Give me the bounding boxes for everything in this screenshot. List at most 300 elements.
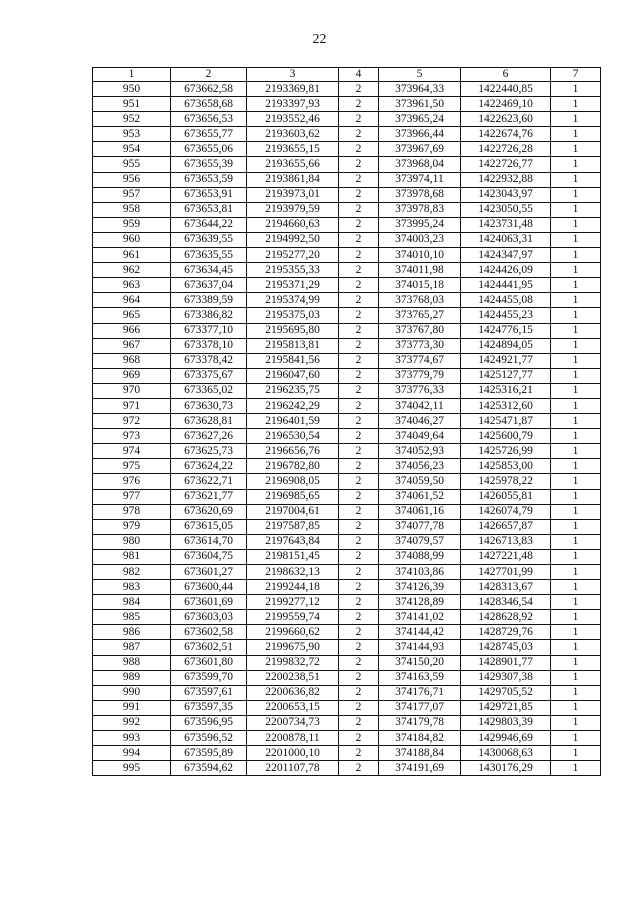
table-cell: 2199660,62 — [247, 625, 339, 640]
table-cell: 990 — [93, 685, 171, 700]
column-header: 5 — [379, 68, 461, 82]
table-cell: 374144,93 — [379, 640, 461, 655]
table-cell: 1425312,60 — [461, 398, 551, 413]
table-cell: 373995,24 — [379, 217, 461, 232]
table-body — [93, 82, 601, 776]
table-cell: 1 — [551, 97, 601, 112]
table-cell: 2201107,78 — [247, 761, 339, 776]
table-cell: 673601,27 — [171, 565, 247, 580]
table-cell: 971 — [93, 398, 171, 413]
table-cell: 2195371,29 — [247, 278, 339, 293]
table-cell: 673635,55 — [171, 248, 247, 263]
table-cell: 374144,42 — [379, 625, 461, 640]
table-cell: 1 — [551, 248, 601, 263]
table-row — [93, 414, 601, 429]
table-cell: 2196235,75 — [247, 383, 339, 398]
table-row — [93, 489, 601, 504]
table-cell: 2199277,12 — [247, 595, 339, 610]
table-cell: 673600,44 — [171, 580, 247, 595]
table-cell: 973 — [93, 429, 171, 444]
table-cell: 1429721,85 — [461, 700, 551, 715]
table-cell: 2196530,54 — [247, 429, 339, 444]
table-cell: 373967,69 — [379, 142, 461, 157]
table-cell: 2199559,74 — [247, 610, 339, 625]
table-cell: 673628,81 — [171, 414, 247, 429]
table-cell: 1 — [551, 293, 601, 308]
table-cell: 964 — [93, 293, 171, 308]
table-cell: 2193861,84 — [247, 172, 339, 187]
table-cell: 965 — [93, 308, 171, 323]
table-cell: 673378,10 — [171, 338, 247, 353]
table-cell: 1424776,15 — [461, 323, 551, 338]
table-cell: 1 — [551, 565, 601, 580]
table-cell: 1422469,10 — [461, 97, 551, 112]
table-cell: 2196782,80 — [247, 459, 339, 474]
table-cell: 2200653,15 — [247, 700, 339, 715]
table-cell: 1 — [551, 142, 601, 157]
table-row — [93, 595, 601, 610]
table-cell: 2 — [339, 459, 379, 474]
table-cell: 2 — [339, 489, 379, 504]
table-cell: 673377,10 — [171, 323, 247, 338]
table-cell: 374103,86 — [379, 565, 461, 580]
table-cell: 1 — [551, 595, 601, 610]
table-cell: 2 — [339, 142, 379, 157]
table-cell: 1425127,77 — [461, 368, 551, 383]
table-cell: 984 — [93, 595, 171, 610]
table-cell: 954 — [93, 142, 171, 157]
table-cell: 2 — [339, 157, 379, 172]
table-cell: 1 — [551, 398, 601, 413]
table-cell: 673597,35 — [171, 700, 247, 715]
table-row — [93, 293, 601, 308]
table-cell: 1424426,09 — [461, 263, 551, 278]
table-row — [93, 731, 601, 746]
table-cell: 1 — [551, 353, 601, 368]
table-row — [93, 534, 601, 549]
table-cell: 1424347,97 — [461, 248, 551, 263]
table-cell: 981 — [93, 549, 171, 564]
table-cell: 374184,82 — [379, 731, 461, 746]
table-cell: 2 — [339, 82, 379, 97]
table-cell: 673604,75 — [171, 549, 247, 564]
table-cell: 1430176,29 — [461, 761, 551, 776]
table-cell: 374052,93 — [379, 444, 461, 459]
table-cell: 2 — [339, 217, 379, 232]
table-cell: 953 — [93, 127, 171, 142]
table-row — [93, 761, 601, 776]
table-cell: 994 — [93, 746, 171, 761]
table-cell: 2 — [339, 202, 379, 217]
table-cell: 673653,91 — [171, 187, 247, 202]
table-cell: 988 — [93, 655, 171, 670]
table-cell: 1 — [551, 338, 601, 353]
table-cell: 966 — [93, 323, 171, 338]
table-row — [93, 142, 601, 157]
table-cell: 2 — [339, 232, 379, 247]
table-row — [93, 112, 601, 127]
table-row — [93, 474, 601, 489]
table-cell: 2 — [339, 715, 379, 730]
table-cell: 1 — [551, 731, 601, 746]
table-cell: 1424455,23 — [461, 308, 551, 323]
table-row — [93, 444, 601, 459]
table-row — [93, 338, 601, 353]
table-cell: 1425978,22 — [461, 474, 551, 489]
table-cell: 2193603,62 — [247, 127, 339, 142]
table-cell: 374049,64 — [379, 429, 461, 444]
table-cell: 986 — [93, 625, 171, 640]
table-row — [93, 459, 601, 474]
table-cell: 2200734,73 — [247, 715, 339, 730]
table-cell: 2 — [339, 383, 379, 398]
table-cell: 2196242,29 — [247, 398, 339, 413]
table-cell: 1 — [551, 580, 601, 595]
table-cell: 1422623,60 — [461, 112, 551, 127]
table-cell: 2195355,33 — [247, 263, 339, 278]
table-row — [93, 263, 601, 278]
table-row — [93, 519, 601, 534]
table-cell: 2193655,15 — [247, 142, 339, 157]
table-cell: 673389,59 — [171, 293, 247, 308]
table-cell: 673627,26 — [171, 429, 247, 444]
table-cell: 1 — [551, 640, 601, 655]
table-cell: 983 — [93, 580, 171, 595]
table-cell: 2 — [339, 640, 379, 655]
table-cell: 1 — [551, 323, 601, 338]
table-row — [93, 82, 601, 97]
table-cell: 373773,30 — [379, 338, 461, 353]
table-row — [93, 278, 601, 293]
table-cell: 956 — [93, 172, 171, 187]
table-cell: 1 — [551, 217, 601, 232]
table-cell: 1 — [551, 685, 601, 700]
table-cell: 1423043,97 — [461, 187, 551, 202]
table-cell: 1 — [551, 746, 601, 761]
table-cell: 2 — [339, 549, 379, 564]
table-cell: 985 — [93, 610, 171, 625]
table-cell: 1 — [551, 263, 601, 278]
table-cell: 2196656,76 — [247, 444, 339, 459]
table-cell: 1 — [551, 308, 601, 323]
table-cell: 2195695,80 — [247, 323, 339, 338]
table-cell: 673601,80 — [171, 655, 247, 670]
table-cell: 374176,71 — [379, 685, 461, 700]
column-header: 2 — [171, 68, 247, 82]
table-cell: 2 — [339, 172, 379, 187]
table-cell: 979 — [93, 519, 171, 534]
table-cell: 963 — [93, 278, 171, 293]
table-cell: 1 — [551, 519, 601, 534]
table-cell: 673594,62 — [171, 761, 247, 776]
table-cell: 1430068,63 — [461, 746, 551, 761]
table-row — [93, 429, 601, 444]
table-row — [93, 504, 601, 519]
table-cell: 1 — [551, 172, 601, 187]
table-cell: 373965,24 — [379, 112, 461, 127]
table-cell: 976 — [93, 474, 171, 489]
table-cell: 673599,70 — [171, 670, 247, 685]
table-row — [93, 640, 601, 655]
table-cell: 2 — [339, 685, 379, 700]
table-cell: 1 — [551, 610, 601, 625]
table-cell: 673655,06 — [171, 142, 247, 157]
table-cell: 980 — [93, 534, 171, 549]
table-cell: 1425471,87 — [461, 414, 551, 429]
table-row — [93, 549, 601, 564]
table-cell: 1426657,87 — [461, 519, 551, 534]
column-header: 1 — [93, 68, 171, 82]
table-cell: 374011,98 — [379, 263, 461, 278]
table-cell: 373776,33 — [379, 383, 461, 398]
table-cell: 1 — [551, 127, 601, 142]
table-cell: 673375,67 — [171, 368, 247, 383]
table-row — [93, 398, 601, 413]
table-cell: 2195813,81 — [247, 338, 339, 353]
table-cell: 2195277,20 — [247, 248, 339, 263]
table-cell: 2 — [339, 338, 379, 353]
table-cell: 1424894,05 — [461, 338, 551, 353]
table-cell: 2201000,10 — [247, 746, 339, 761]
table-cell: 374010,10 — [379, 248, 461, 263]
table-cell: 960 — [93, 232, 171, 247]
table-cell: 2 — [339, 655, 379, 670]
table-cell: 1428729,76 — [461, 625, 551, 640]
table-cell: 2 — [339, 248, 379, 263]
table-cell: 1 — [551, 444, 601, 459]
table-cell: 1 — [551, 534, 601, 549]
table-row — [93, 157, 601, 172]
table-cell: 1 — [551, 278, 601, 293]
table-cell: 673601,69 — [171, 595, 247, 610]
table-cell: 373974,11 — [379, 172, 461, 187]
table-cell: 977 — [93, 489, 171, 504]
table-cell: 967 — [93, 338, 171, 353]
table-cell: 1 — [551, 187, 601, 202]
table-cell: 2198632,13 — [247, 565, 339, 580]
table-cell: 374150,20 — [379, 655, 461, 670]
table-cell: 968 — [93, 353, 171, 368]
table-cell: 673595,89 — [171, 746, 247, 761]
table-cell: 2193369,81 — [247, 82, 339, 97]
table-cell: 673365,02 — [171, 383, 247, 398]
table-cell: 2200636,82 — [247, 685, 339, 700]
table-cell: 2 — [339, 565, 379, 580]
table-cell: 1 — [551, 157, 601, 172]
table-cell: 1429946,69 — [461, 731, 551, 746]
table-cell: 374056,23 — [379, 459, 461, 474]
table-cell: 2200238,51 — [247, 670, 339, 685]
table-cell: 373966,44 — [379, 127, 461, 142]
table-cell: 1429803,39 — [461, 715, 551, 730]
table-cell: 2 — [339, 293, 379, 308]
table-cell: 2 — [339, 414, 379, 429]
table-cell: 1 — [551, 489, 601, 504]
table-cell: 2 — [339, 398, 379, 413]
table-cell: 2 — [339, 610, 379, 625]
table-cell: 2 — [339, 504, 379, 519]
table-row — [93, 217, 601, 232]
table-cell: 1 — [551, 670, 601, 685]
table-cell: 1429307,38 — [461, 670, 551, 685]
table-cell: 2196401,59 — [247, 414, 339, 429]
table-cell: 373767,80 — [379, 323, 461, 338]
table-cell: 957 — [93, 187, 171, 202]
table-cell: 1 — [551, 202, 601, 217]
table-row — [93, 746, 601, 761]
table-cell: 673634,45 — [171, 263, 247, 278]
table-cell: 673655,39 — [171, 157, 247, 172]
table-cell: 673637,04 — [171, 278, 247, 293]
table-cell: 373779,79 — [379, 368, 461, 383]
table-cell: 2193552,46 — [247, 112, 339, 127]
table-cell: 2 — [339, 731, 379, 746]
table-cell: 1424455,08 — [461, 293, 551, 308]
table-row — [93, 383, 601, 398]
table-row — [93, 565, 601, 580]
table-cell: 1422440,85 — [461, 82, 551, 97]
table-cell: 2193397,93 — [247, 97, 339, 112]
table-cell: 673378,42 — [171, 353, 247, 368]
table-cell: 2196985,65 — [247, 489, 339, 504]
table-cell: 1425600,79 — [461, 429, 551, 444]
table-cell: 2 — [339, 127, 379, 142]
table-cell: 673653,81 — [171, 202, 247, 217]
table-cell: 673625,73 — [171, 444, 247, 459]
table-cell: 2 — [339, 323, 379, 338]
table-cell: 991 — [93, 700, 171, 715]
table-cell: 2199244,18 — [247, 580, 339, 595]
table-cell: 2 — [339, 746, 379, 761]
table-cell: 1422726,28 — [461, 142, 551, 157]
table-row — [93, 353, 601, 368]
table-cell: 374046,27 — [379, 414, 461, 429]
table-cell: 2199675,90 — [247, 640, 339, 655]
table-cell: 374015,18 — [379, 278, 461, 293]
table-cell: 673621,77 — [171, 489, 247, 504]
table-cell: 1428313,67 — [461, 580, 551, 595]
table-cell: 374141,02 — [379, 610, 461, 625]
table-cell: 2 — [339, 97, 379, 112]
table-cell: 2197643,84 — [247, 534, 339, 549]
table-cell: 2 — [339, 580, 379, 595]
table-cell: 2 — [339, 308, 379, 323]
table-cell: 673602,51 — [171, 640, 247, 655]
table-cell: 1 — [551, 549, 601, 564]
table-cell: 1 — [551, 232, 601, 247]
coordinates-table — [92, 67, 601, 776]
table-cell: 1 — [551, 414, 601, 429]
table-cell: 2197004,61 — [247, 504, 339, 519]
table-cell: 975 — [93, 459, 171, 474]
table-cell: 1425853,00 — [461, 459, 551, 474]
table-cell: 1 — [551, 655, 601, 670]
table-cell: 2194660,63 — [247, 217, 339, 232]
table-cell: 1 — [551, 761, 601, 776]
table-cell: 673597,61 — [171, 685, 247, 700]
column-header: 6 — [461, 68, 551, 82]
table-cell: 2200878,11 — [247, 731, 339, 746]
table-cell: 962 — [93, 263, 171, 278]
table-cell: 2 — [339, 112, 379, 127]
table-cell: 952 — [93, 112, 171, 127]
table-cell: 2197587,85 — [247, 519, 339, 534]
table-cell: 2193655,66 — [247, 157, 339, 172]
table-cell: 374079,57 — [379, 534, 461, 549]
table-cell: 673656,53 — [171, 112, 247, 127]
table-cell: 673630,73 — [171, 398, 247, 413]
table-cell: 374088,99 — [379, 549, 461, 564]
table-cell: 2194992,50 — [247, 232, 339, 247]
column-header: 7 — [551, 68, 601, 82]
table-row — [93, 655, 601, 670]
table-cell: 2 — [339, 368, 379, 383]
table-cell: 673624,22 — [171, 459, 247, 474]
table-cell: 374061,52 — [379, 489, 461, 504]
table-cell: 373978,83 — [379, 202, 461, 217]
table-cell: 2 — [339, 625, 379, 640]
table-cell: 1423731,48 — [461, 217, 551, 232]
table-cell: 2193979,59 — [247, 202, 339, 217]
table-cell: 673602,58 — [171, 625, 247, 640]
table-cell: 1422932,88 — [461, 172, 551, 187]
table-cell: 374188,84 — [379, 746, 461, 761]
table-cell: 2 — [339, 595, 379, 610]
table-cell: 2 — [339, 444, 379, 459]
table-cell: 992 — [93, 715, 171, 730]
table-row — [93, 685, 601, 700]
table-cell: 673622,71 — [171, 474, 247, 489]
table-cell: 673655,77 — [171, 127, 247, 142]
table-cell: 1424441,95 — [461, 278, 551, 293]
table-cell: 2195374,99 — [247, 293, 339, 308]
table-cell: 1 — [551, 112, 601, 127]
table-cell: 673620,69 — [171, 504, 247, 519]
table-row — [93, 625, 601, 640]
table-cell: 2 — [339, 519, 379, 534]
table-row — [93, 580, 601, 595]
table-row — [93, 172, 601, 187]
table-cell: 974 — [93, 444, 171, 459]
table-cell: 951 — [93, 97, 171, 112]
table-cell: 373964,33 — [379, 82, 461, 97]
table-cell: 1 — [551, 383, 601, 398]
table-cell: 2193973,01 — [247, 187, 339, 202]
table-cell: 958 — [93, 202, 171, 217]
table-cell: 961 — [93, 248, 171, 263]
table-cell: 673596,52 — [171, 731, 247, 746]
table-cell: 2 — [339, 263, 379, 278]
table-row — [93, 248, 601, 263]
table-cell: 673596,95 — [171, 715, 247, 730]
table-cell: 982 — [93, 565, 171, 580]
table-cell: 1 — [551, 459, 601, 474]
table-cell: 1 — [551, 82, 601, 97]
table-cell: 673386,82 — [171, 308, 247, 323]
table-cell: 374042,11 — [379, 398, 461, 413]
table-cell: 374177,07 — [379, 700, 461, 715]
table-row — [93, 308, 601, 323]
table-row — [93, 700, 601, 715]
table-cell: 373961,50 — [379, 97, 461, 112]
table-cell: 374163,59 — [379, 670, 461, 685]
table-cell: 955 — [93, 157, 171, 172]
table-cell: 2195375,03 — [247, 308, 339, 323]
table-cell: 1429705,52 — [461, 685, 551, 700]
table-cell: 995 — [93, 761, 171, 776]
table-cell: 2 — [339, 429, 379, 444]
table-cell: 373768,03 — [379, 293, 461, 308]
